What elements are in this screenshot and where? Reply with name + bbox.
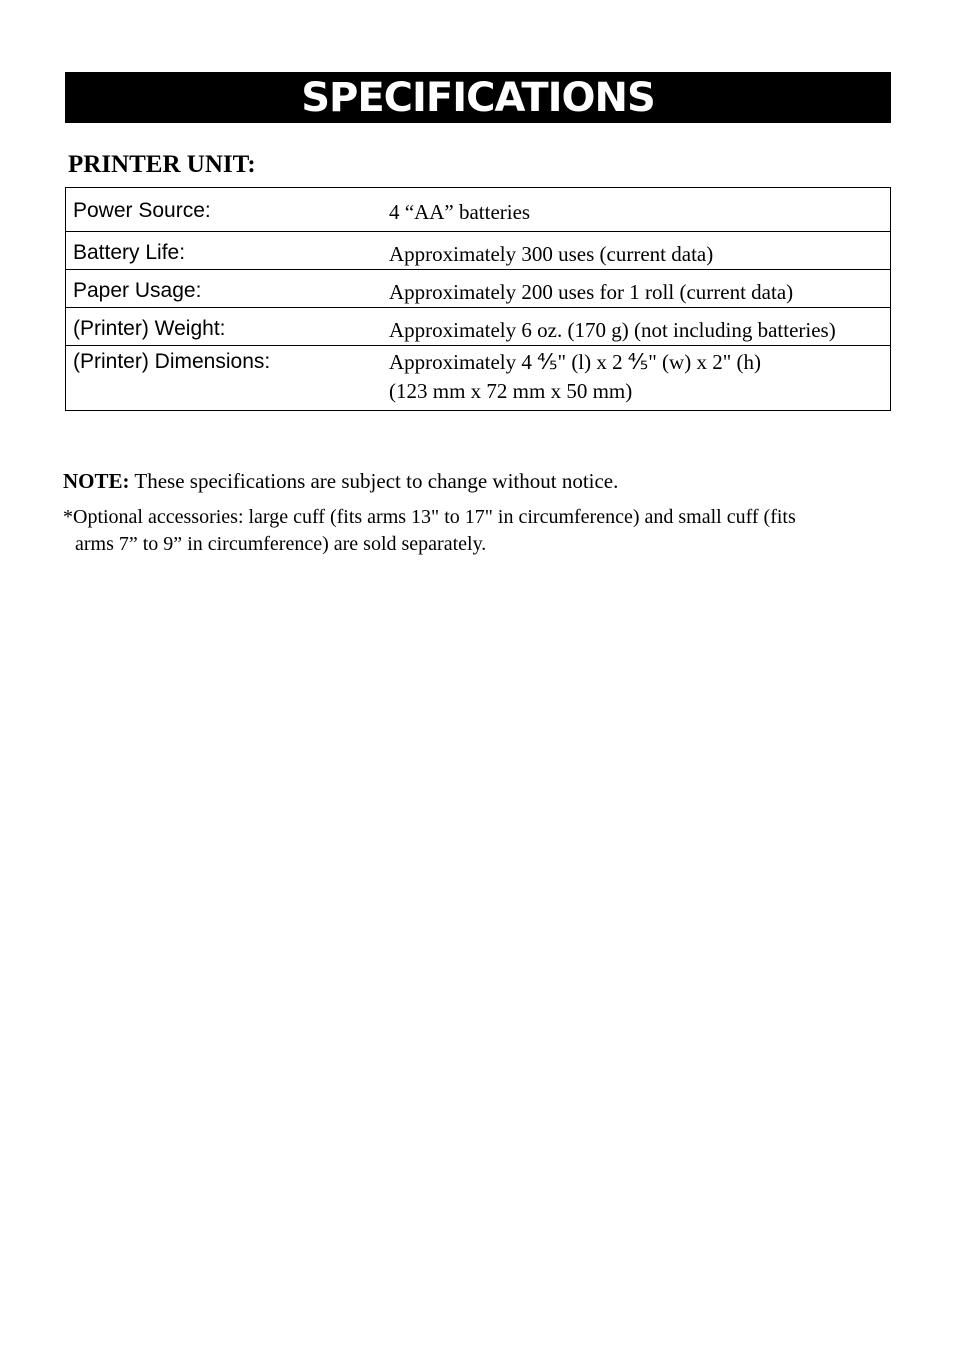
note-text: These specifications are subject to change without notice.	[129, 469, 619, 493]
table-row	[66, 188, 891, 232]
note	[63, 467, 618, 496]
spec-value	[389, 346, 891, 411]
spec-label: Paper Usage:	[66, 270, 390, 308]
spec-label: Battery Life:	[66, 232, 390, 270]
spec-value-line: Approximately 6 oz. (170 g) (not including batteries)	[389, 318, 836, 342]
footnote	[63, 504, 893, 558]
spec-value-line: 4 “AA” batteries	[389, 200, 531, 224]
spec-value-line: Approximately 200 uses for 1 roll (current data)	[389, 280, 794, 304]
note-label: NOTE:	[63, 469, 130, 493]
table-row	[66, 346, 891, 411]
table-row	[66, 308, 891, 346]
spec-value-line: Approximately 4 ⅘" (l) x 2 ⅘" (w) x 2" (h)	[389, 350, 762, 374]
table-row	[66, 232, 891, 270]
specifications-table	[65, 187, 891, 411]
title-bar	[65, 72, 891, 123]
spec-label: (Printer) Dimensions:	[66, 346, 390, 411]
spec-label: (Printer) Weight:	[66, 308, 390, 346]
spec-value-line: (123 mm x 72 mm x 50 mm)	[389, 379, 633, 403]
table-row	[66, 270, 891, 308]
spec-value	[389, 270, 891, 308]
footnote-line: *Optional accessories: large cuff (fits arms 13" to 17" in circumference) and small cuff (fits	[63, 506, 796, 528]
spec-value	[389, 188, 891, 232]
spec-label: Power Source:	[66, 188, 390, 232]
spec-value-line: Approximately 300 uses (current data)	[389, 242, 714, 266]
spec-value	[389, 308, 891, 346]
footnote-line: arms 7” to 9” in circumference) are sold separately.	[75, 533, 487, 555]
spec-value	[389, 232, 891, 270]
section-heading: PRINTER UNIT:	[68, 151, 256, 178]
page-title: SPECIFICATIONS	[301, 74, 655, 121]
